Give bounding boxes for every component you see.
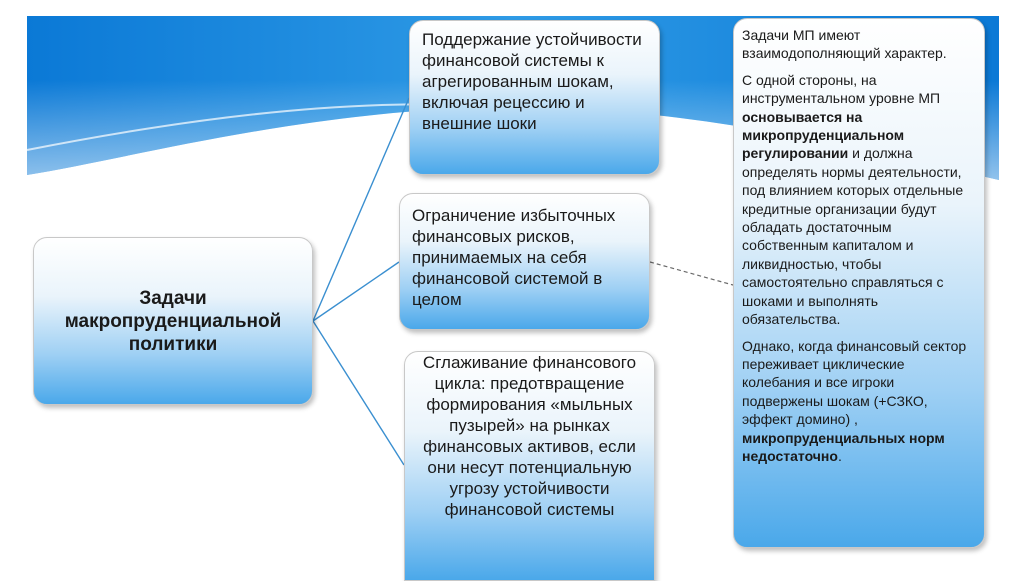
side-p3-text-a: Однако, когда финансовый сектор переживает циклические колебания и все игроки подвержены шокам (+СЗКО, эффект домино) , [742,337,967,428]
side-p2-text-c: и должна определять нормы деятельности, под влиянием которых отдельные кредитные организации будут обладать достаточным собственным капиталом и ликвидностью, чтобы самостоятельно справляться с шоками и выполнять обязательства. [742,145,964,328]
main-topic-box [33,237,313,405]
side-paragraph-3 [742,337,976,466]
side-p3-emphasis: микропруденциальных норм недостаточно [742,429,945,464]
branch-box-1 [409,20,660,175]
side-p2-text-a: С одной стороны, на инструментальном уровне МП [742,71,941,107]
side-p2-emphasis: основывается на микропруденциальном регулировании [742,108,905,162]
side-p3-text-c: . [837,447,842,464]
branch-3-text: Сглаживание финансового цикла: предотвращение формирования «мыльных пузырей» на рынках финансовых активов, если они несут потенциальную угрозу устойчивости финансовой системы [422,353,637,519]
main-topic-text: Задачи макропруденциальной политики [64,287,282,355]
branch-box-3 [404,351,655,581]
side-paragraph-2 [742,71,976,329]
branch-1-text: Поддержание устойчивости финансовой системы к агрегированным шокам, включая рецессию и внешние шоки [422,30,642,133]
branch-box-2 [399,193,650,330]
side-p1-text: Задачи МП имеют взаимодополняющий характер. [742,27,947,62]
side-paragraph-1 [742,26,976,63]
branch-2-text: Ограничение избыточных финансовых рисков, принимаемых на себя финансовой системой в целом [412,206,616,309]
side-explanation-box [733,18,985,548]
